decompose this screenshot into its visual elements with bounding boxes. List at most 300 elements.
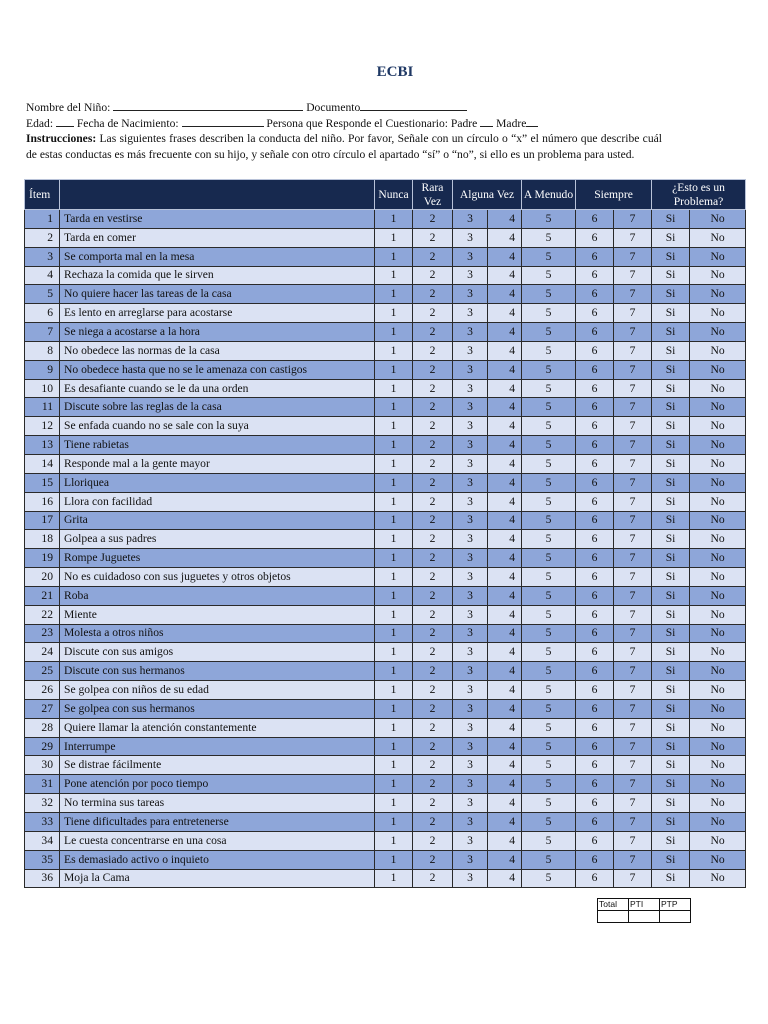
rating-option-3[interactable]: 3 xyxy=(453,398,488,417)
rating-option-3[interactable]: 3 xyxy=(453,492,488,511)
rating-option-1[interactable]: 1 xyxy=(375,379,413,398)
rating-option-5[interactable]: 5 xyxy=(522,360,576,379)
answer-si[interactable]: Si xyxy=(652,266,690,285)
answer-no[interactable]: No xyxy=(690,756,746,775)
rating-option-6[interactable]: 6 xyxy=(576,794,614,813)
rating-option-5[interactable]: 5 xyxy=(522,643,576,662)
rating-option-7[interactable]: 7 xyxy=(614,360,652,379)
rating-option-3[interactable]: 3 xyxy=(453,586,488,605)
rating-option-6[interactable]: 6 xyxy=(576,492,614,511)
rating-option-4[interactable]: 4 xyxy=(488,586,522,605)
rating-option-4[interactable]: 4 xyxy=(488,323,522,342)
answer-no[interactable]: No xyxy=(690,850,746,869)
rating-option-6[interactable]: 6 xyxy=(576,549,614,568)
rating-option-7[interactable]: 7 xyxy=(614,379,652,398)
rating-option-4[interactable]: 4 xyxy=(488,304,522,323)
rating-option-7[interactable]: 7 xyxy=(614,624,652,643)
rating-option-2[interactable]: 2 xyxy=(413,605,453,624)
rating-option-4[interactable]: 4 xyxy=(488,530,522,549)
rating-option-1[interactable]: 1 xyxy=(375,323,413,342)
answer-si[interactable]: Si xyxy=(652,304,690,323)
rating-option-6[interactable]: 6 xyxy=(576,266,614,285)
rating-option-2[interactable]: 2 xyxy=(413,228,453,247)
rating-option-5[interactable]: 5 xyxy=(522,398,576,417)
rating-option-4[interactable]: 4 xyxy=(488,624,522,643)
answer-no[interactable]: No xyxy=(690,662,746,681)
rating-option-5[interactable]: 5 xyxy=(522,605,576,624)
nino-field[interactable] xyxy=(113,99,303,111)
rating-option-7[interactable]: 7 xyxy=(614,323,652,342)
rating-option-3[interactable]: 3 xyxy=(453,454,488,473)
pti-value[interactable] xyxy=(629,911,660,923)
rating-option-5[interactable]: 5 xyxy=(522,850,576,869)
rating-option-1[interactable]: 1 xyxy=(375,436,413,455)
rating-option-6[interactable]: 6 xyxy=(576,737,614,756)
rating-option-1[interactable]: 1 xyxy=(375,568,413,587)
answer-si[interactable]: Si xyxy=(652,699,690,718)
rating-option-1[interactable]: 1 xyxy=(375,737,413,756)
rating-option-6[interactable]: 6 xyxy=(576,511,614,530)
rating-option-5[interactable]: 5 xyxy=(522,681,576,700)
rating-option-3[interactable]: 3 xyxy=(453,605,488,624)
rating-option-7[interactable]: 7 xyxy=(614,285,652,304)
rating-option-7[interactable]: 7 xyxy=(614,813,652,832)
answer-no[interactable]: No xyxy=(690,813,746,832)
rating-option-5[interactable]: 5 xyxy=(522,323,576,342)
answer-no[interactable]: No xyxy=(690,247,746,266)
rating-option-1[interactable]: 1 xyxy=(375,869,413,888)
rating-option-7[interactable]: 7 xyxy=(614,662,652,681)
answer-no[interactable]: No xyxy=(690,417,746,436)
rating-option-7[interactable]: 7 xyxy=(614,266,652,285)
rating-option-5[interactable]: 5 xyxy=(522,511,576,530)
rating-option-4[interactable]: 4 xyxy=(488,210,522,229)
rating-option-5[interactable]: 5 xyxy=(522,436,576,455)
rating-option-6[interactable]: 6 xyxy=(576,718,614,737)
rating-option-7[interactable]: 7 xyxy=(614,454,652,473)
rating-option-5[interactable]: 5 xyxy=(522,869,576,888)
rating-option-2[interactable]: 2 xyxy=(413,492,453,511)
rating-option-2[interactable]: 2 xyxy=(413,737,453,756)
rating-option-3[interactable]: 3 xyxy=(453,323,488,342)
rating-option-5[interactable]: 5 xyxy=(522,530,576,549)
rating-option-4[interactable]: 4 xyxy=(488,737,522,756)
rating-option-7[interactable]: 7 xyxy=(614,568,652,587)
rating-option-1[interactable]: 1 xyxy=(375,586,413,605)
answer-no[interactable]: No xyxy=(690,624,746,643)
rating-option-2[interactable]: 2 xyxy=(413,662,453,681)
answer-no[interactable]: No xyxy=(690,210,746,229)
rating-option-3[interactable]: 3 xyxy=(453,360,488,379)
rating-option-3[interactable]: 3 xyxy=(453,341,488,360)
rating-option-4[interactable]: 4 xyxy=(488,831,522,850)
rating-option-1[interactable]: 1 xyxy=(375,285,413,304)
rating-option-1[interactable]: 1 xyxy=(375,662,413,681)
rating-option-4[interactable]: 4 xyxy=(488,379,522,398)
rating-option-4[interactable]: 4 xyxy=(488,549,522,568)
rating-option-2[interactable]: 2 xyxy=(413,643,453,662)
rating-option-5[interactable]: 5 xyxy=(522,379,576,398)
rating-option-7[interactable]: 7 xyxy=(614,794,652,813)
rating-option-3[interactable]: 3 xyxy=(453,699,488,718)
rating-option-3[interactable]: 3 xyxy=(453,850,488,869)
rating-option-4[interactable]: 4 xyxy=(488,492,522,511)
rating-option-7[interactable]: 7 xyxy=(614,417,652,436)
rating-option-6[interactable]: 6 xyxy=(576,398,614,417)
rating-option-1[interactable]: 1 xyxy=(375,794,413,813)
rating-option-6[interactable]: 6 xyxy=(576,624,614,643)
rating-option-1[interactable]: 1 xyxy=(375,549,413,568)
ptp-value[interactable] xyxy=(660,911,691,923)
rating-option-2[interactable]: 2 xyxy=(413,379,453,398)
rating-option-5[interactable]: 5 xyxy=(522,718,576,737)
rating-option-5[interactable]: 5 xyxy=(522,473,576,492)
answer-no[interactable]: No xyxy=(690,530,746,549)
rating-option-2[interactable]: 2 xyxy=(413,454,453,473)
answer-si[interactable]: Si xyxy=(652,417,690,436)
rating-option-5[interactable]: 5 xyxy=(522,210,576,229)
rating-option-2[interactable]: 2 xyxy=(413,624,453,643)
rating-option-4[interactable]: 4 xyxy=(488,454,522,473)
rating-option-4[interactable]: 4 xyxy=(488,813,522,832)
answer-no[interactable]: No xyxy=(690,699,746,718)
rating-option-2[interactable]: 2 xyxy=(413,813,453,832)
rating-option-3[interactable]: 3 xyxy=(453,775,488,794)
rating-option-1[interactable]: 1 xyxy=(375,228,413,247)
rating-option-2[interactable]: 2 xyxy=(413,417,453,436)
answer-no[interactable]: No xyxy=(690,568,746,587)
answer-si[interactable]: Si xyxy=(652,850,690,869)
rating-option-5[interactable]: 5 xyxy=(522,568,576,587)
rating-option-3[interactable]: 3 xyxy=(453,624,488,643)
rating-option-2[interactable]: 2 xyxy=(413,850,453,869)
rating-option-3[interactable]: 3 xyxy=(453,643,488,662)
rating-option-2[interactable]: 2 xyxy=(413,718,453,737)
answer-si[interactable]: Si xyxy=(652,662,690,681)
rating-option-7[interactable]: 7 xyxy=(614,210,652,229)
edad-field[interactable] xyxy=(56,115,74,127)
rating-option-1[interactable]: 1 xyxy=(375,304,413,323)
rating-option-5[interactable]: 5 xyxy=(522,586,576,605)
rating-option-1[interactable]: 1 xyxy=(375,775,413,794)
rating-option-1[interactable]: 1 xyxy=(375,605,413,624)
rating-option-6[interactable]: 6 xyxy=(576,417,614,436)
answer-si[interactable]: Si xyxy=(652,398,690,417)
rating-option-1[interactable]: 1 xyxy=(375,813,413,832)
rating-option-7[interactable]: 7 xyxy=(614,398,652,417)
rating-option-4[interactable]: 4 xyxy=(488,266,522,285)
rating-option-1[interactable]: 1 xyxy=(375,266,413,285)
rating-option-4[interactable]: 4 xyxy=(488,511,522,530)
rating-option-7[interactable]: 7 xyxy=(614,492,652,511)
rating-option-1[interactable]: 1 xyxy=(375,850,413,869)
rating-option-7[interactable]: 7 xyxy=(614,549,652,568)
answer-no[interactable]: No xyxy=(690,323,746,342)
rating-option-5[interactable]: 5 xyxy=(522,266,576,285)
rating-option-5[interactable]: 5 xyxy=(522,492,576,511)
answer-si[interactable]: Si xyxy=(652,756,690,775)
answer-no[interactable]: No xyxy=(690,492,746,511)
rating-option-2[interactable]: 2 xyxy=(413,756,453,775)
rating-option-2[interactable]: 2 xyxy=(413,681,453,700)
rating-option-6[interactable]: 6 xyxy=(576,775,614,794)
answer-si[interactable]: Si xyxy=(652,454,690,473)
rating-option-2[interactable]: 2 xyxy=(413,511,453,530)
rating-option-1[interactable]: 1 xyxy=(375,718,413,737)
rating-option-5[interactable]: 5 xyxy=(522,417,576,436)
rating-option-6[interactable]: 6 xyxy=(576,831,614,850)
answer-no[interactable]: No xyxy=(690,775,746,794)
rating-option-1[interactable]: 1 xyxy=(375,210,413,229)
rating-option-6[interactable]: 6 xyxy=(576,323,614,342)
rating-option-3[interactable]: 3 xyxy=(453,473,488,492)
rating-option-3[interactable]: 3 xyxy=(453,662,488,681)
rating-option-3[interactable]: 3 xyxy=(453,813,488,832)
answer-no[interactable]: No xyxy=(690,681,746,700)
rating-option-1[interactable]: 1 xyxy=(375,699,413,718)
rating-option-5[interactable]: 5 xyxy=(522,813,576,832)
rating-option-3[interactable]: 3 xyxy=(453,436,488,455)
answer-no[interactable]: No xyxy=(690,454,746,473)
answer-si[interactable]: Si xyxy=(652,341,690,360)
rating-option-7[interactable]: 7 xyxy=(614,643,652,662)
rating-option-2[interactable]: 2 xyxy=(413,869,453,888)
rating-option-3[interactable]: 3 xyxy=(453,417,488,436)
answer-si[interactable]: Si xyxy=(652,794,690,813)
rating-option-7[interactable]: 7 xyxy=(614,737,652,756)
rating-option-2[interactable]: 2 xyxy=(413,549,453,568)
rating-option-3[interactable]: 3 xyxy=(453,247,488,266)
rating-option-5[interactable]: 5 xyxy=(522,454,576,473)
rating-option-1[interactable]: 1 xyxy=(375,681,413,700)
rating-option-2[interactable]: 2 xyxy=(413,398,453,417)
rating-option-6[interactable]: 6 xyxy=(576,228,614,247)
rating-option-1[interactable]: 1 xyxy=(375,492,413,511)
rating-option-5[interactable]: 5 xyxy=(522,549,576,568)
rating-option-5[interactable]: 5 xyxy=(522,737,576,756)
rating-option-3[interactable]: 3 xyxy=(453,568,488,587)
rating-option-5[interactable]: 5 xyxy=(522,662,576,681)
rating-option-6[interactable]: 6 xyxy=(576,756,614,775)
answer-si[interactable]: Si xyxy=(652,681,690,700)
answer-si[interactable]: Si xyxy=(652,210,690,229)
answer-si[interactable]: Si xyxy=(652,436,690,455)
rating-option-2[interactable]: 2 xyxy=(413,699,453,718)
rating-option-1[interactable]: 1 xyxy=(375,643,413,662)
rating-option-1[interactable]: 1 xyxy=(375,360,413,379)
rating-option-3[interactable]: 3 xyxy=(453,530,488,549)
rating-option-1[interactable]: 1 xyxy=(375,624,413,643)
rating-option-7[interactable]: 7 xyxy=(614,681,652,700)
rating-option-1[interactable]: 1 xyxy=(375,831,413,850)
answer-no[interactable]: No xyxy=(690,473,746,492)
rating-option-3[interactable]: 3 xyxy=(453,831,488,850)
rating-option-6[interactable]: 6 xyxy=(576,850,614,869)
rating-option-2[interactable]: 2 xyxy=(413,266,453,285)
answer-si[interactable]: Si xyxy=(652,511,690,530)
answer-no[interactable]: No xyxy=(690,436,746,455)
rating-option-2[interactable]: 2 xyxy=(413,568,453,587)
answer-no[interactable]: No xyxy=(690,511,746,530)
rating-option-5[interactable]: 5 xyxy=(522,247,576,266)
answer-no[interactable]: No xyxy=(690,549,746,568)
rating-option-1[interactable]: 1 xyxy=(375,417,413,436)
rating-option-4[interactable]: 4 xyxy=(488,436,522,455)
rating-option-4[interactable]: 4 xyxy=(488,398,522,417)
rating-option-4[interactable]: 4 xyxy=(488,643,522,662)
rating-option-2[interactable]: 2 xyxy=(413,285,453,304)
rating-option-7[interactable]: 7 xyxy=(614,718,652,737)
rating-option-6[interactable]: 6 xyxy=(576,643,614,662)
rating-option-6[interactable]: 6 xyxy=(576,681,614,700)
rating-option-2[interactable]: 2 xyxy=(413,210,453,229)
padre-field[interactable] xyxy=(480,115,493,127)
rating-option-4[interactable]: 4 xyxy=(488,699,522,718)
answer-si[interactable]: Si xyxy=(652,530,690,549)
rating-option-6[interactable]: 6 xyxy=(576,247,614,266)
rating-option-6[interactable]: 6 xyxy=(576,341,614,360)
rating-option-6[interactable]: 6 xyxy=(576,869,614,888)
rating-option-3[interactable]: 3 xyxy=(453,794,488,813)
rating-option-2[interactable]: 2 xyxy=(413,436,453,455)
answer-no[interactable]: No xyxy=(690,737,746,756)
rating-option-4[interactable]: 4 xyxy=(488,794,522,813)
answer-si[interactable]: Si xyxy=(652,831,690,850)
rating-option-1[interactable]: 1 xyxy=(375,454,413,473)
rating-option-4[interactable]: 4 xyxy=(488,756,522,775)
rating-option-7[interactable]: 7 xyxy=(614,247,652,266)
answer-si[interactable]: Si xyxy=(652,360,690,379)
rating-option-4[interactable]: 4 xyxy=(488,285,522,304)
rating-option-5[interactable]: 5 xyxy=(522,341,576,360)
answer-si[interactable]: Si xyxy=(652,285,690,304)
rating-option-3[interactable]: 3 xyxy=(453,869,488,888)
answer-no[interactable]: No xyxy=(690,718,746,737)
rating-option-4[interactable]: 4 xyxy=(488,718,522,737)
total-value[interactable] xyxy=(598,911,629,923)
answer-no[interactable]: No xyxy=(690,398,746,417)
madre-field[interactable] xyxy=(526,115,538,127)
rating-option-2[interactable]: 2 xyxy=(413,247,453,266)
rating-option-6[interactable]: 6 xyxy=(576,568,614,587)
rating-option-7[interactable]: 7 xyxy=(614,436,652,455)
answer-no[interactable]: No xyxy=(690,643,746,662)
rating-option-3[interactable]: 3 xyxy=(453,549,488,568)
rating-option-1[interactable]: 1 xyxy=(375,756,413,775)
rating-option-3[interactable]: 3 xyxy=(453,379,488,398)
rating-option-4[interactable]: 4 xyxy=(488,473,522,492)
rating-option-1[interactable]: 1 xyxy=(375,398,413,417)
rating-option-6[interactable]: 6 xyxy=(576,699,614,718)
rating-option-4[interactable]: 4 xyxy=(488,605,522,624)
answer-no[interactable]: No xyxy=(690,605,746,624)
rating-option-4[interactable]: 4 xyxy=(488,662,522,681)
answer-si[interactable]: Si xyxy=(652,718,690,737)
rating-option-5[interactable]: 5 xyxy=(522,228,576,247)
rating-option-7[interactable]: 7 xyxy=(614,473,652,492)
answer-no[interactable]: No xyxy=(690,379,746,398)
rating-option-7[interactable]: 7 xyxy=(614,586,652,605)
answer-si[interactable]: Si xyxy=(652,323,690,342)
rating-option-6[interactable]: 6 xyxy=(576,210,614,229)
rating-option-6[interactable]: 6 xyxy=(576,586,614,605)
rating-option-7[interactable]: 7 xyxy=(614,850,652,869)
answer-si[interactable]: Si xyxy=(652,473,690,492)
rating-option-3[interactable]: 3 xyxy=(453,681,488,700)
rating-option-6[interactable]: 6 xyxy=(576,530,614,549)
rating-option-2[interactable]: 2 xyxy=(413,775,453,794)
answer-no[interactable]: No xyxy=(690,304,746,323)
rating-option-4[interactable]: 4 xyxy=(488,775,522,794)
rating-option-1[interactable]: 1 xyxy=(375,341,413,360)
rating-option-5[interactable]: 5 xyxy=(522,304,576,323)
rating-option-4[interactable]: 4 xyxy=(488,228,522,247)
rating-option-5[interactable]: 5 xyxy=(522,794,576,813)
rating-option-4[interactable]: 4 xyxy=(488,360,522,379)
answer-si[interactable]: Si xyxy=(652,568,690,587)
answer-no[interactable]: No xyxy=(690,360,746,379)
rating-option-6[interactable]: 6 xyxy=(576,813,614,832)
rating-option-1[interactable]: 1 xyxy=(375,511,413,530)
rating-option-6[interactable]: 6 xyxy=(576,454,614,473)
rating-option-2[interactable]: 2 xyxy=(413,586,453,605)
rating-option-7[interactable]: 7 xyxy=(614,699,652,718)
rating-option-6[interactable]: 6 xyxy=(576,605,614,624)
rating-option-4[interactable]: 4 xyxy=(488,568,522,587)
rating-option-2[interactable]: 2 xyxy=(413,473,453,492)
rating-option-7[interactable]: 7 xyxy=(614,228,652,247)
rating-option-3[interactable]: 3 xyxy=(453,718,488,737)
answer-no[interactable]: No xyxy=(690,341,746,360)
answer-si[interactable]: Si xyxy=(652,869,690,888)
rating-option-4[interactable]: 4 xyxy=(488,850,522,869)
fecha-field[interactable] xyxy=(182,115,264,127)
rating-option-4[interactable]: 4 xyxy=(488,341,522,360)
answer-no[interactable]: No xyxy=(690,228,746,247)
rating-option-3[interactable]: 3 xyxy=(453,266,488,285)
rating-option-2[interactable]: 2 xyxy=(413,831,453,850)
rating-option-6[interactable]: 6 xyxy=(576,379,614,398)
rating-option-7[interactable]: 7 xyxy=(614,341,652,360)
answer-no[interactable]: No xyxy=(690,794,746,813)
rating-option-3[interactable]: 3 xyxy=(453,304,488,323)
rating-option-7[interactable]: 7 xyxy=(614,530,652,549)
rating-option-7[interactable]: 7 xyxy=(614,304,652,323)
rating-option-1[interactable]: 1 xyxy=(375,530,413,549)
answer-si[interactable]: Si xyxy=(652,737,690,756)
rating-option-1[interactable]: 1 xyxy=(375,247,413,266)
answer-no[interactable]: No xyxy=(690,869,746,888)
answer-no[interactable]: No xyxy=(690,586,746,605)
rating-option-5[interactable]: 5 xyxy=(522,285,576,304)
rating-option-2[interactable]: 2 xyxy=(413,304,453,323)
rating-option-4[interactable]: 4 xyxy=(488,247,522,266)
rating-option-7[interactable]: 7 xyxy=(614,605,652,624)
documento-field[interactable] xyxy=(360,99,467,111)
rating-option-6[interactable]: 6 xyxy=(576,436,614,455)
answer-si[interactable]: Si xyxy=(652,643,690,662)
answer-si[interactable]: Si xyxy=(652,492,690,511)
rating-option-3[interactable]: 3 xyxy=(453,210,488,229)
answer-si[interactable]: Si xyxy=(652,549,690,568)
rating-option-5[interactable]: 5 xyxy=(522,775,576,794)
rating-option-2[interactable]: 2 xyxy=(413,341,453,360)
answer-si[interactable]: Si xyxy=(652,624,690,643)
answer-si[interactable]: Si xyxy=(652,379,690,398)
rating-option-2[interactable]: 2 xyxy=(413,530,453,549)
rating-option-4[interactable]: 4 xyxy=(488,681,522,700)
rating-option-6[interactable]: 6 xyxy=(576,304,614,323)
